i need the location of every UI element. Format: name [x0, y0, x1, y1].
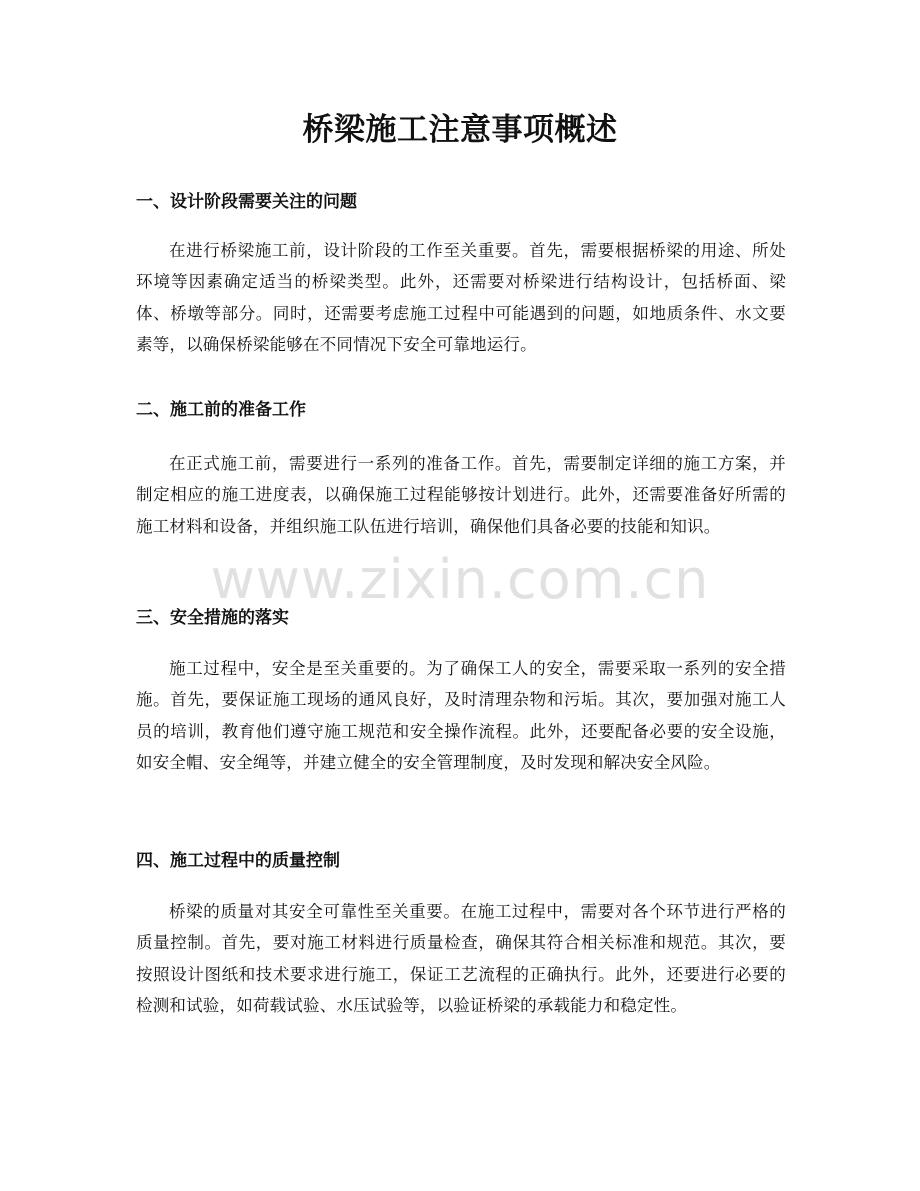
section-heading-quality: 四、施工过程中的质量控制: [136, 851, 340, 871]
page-title: 桥梁施工注意事项概述: [302, 112, 618, 148]
section-paragraph-quality: 桥梁的质量对其安全可靠性至关重要。在施工过程中，需要对各个环节进行严格的质量控制。首先，要对施工材料进行质量检查，确保其符合相关标准和规范。其次，要按照设计图纸和技术要求进行施工，保证工艺流程的正确执行。此外，还要进行必要的检测和试验，如荷载试验、水压试验等，以验证桥梁的承载能力和稳定性。: [136, 902, 786, 1015]
section-paragraph-safety: 施工过程中，安全是至关重要的。为了确保工人的安全，需要采取一系列的安全措施。首先，要保证施工现场的通风良好，及时清理杂物和污垢。其次，要加强对施工人员的培训，教育他们遵守施工规范和安全操作流程。此外，还要配备必要的安全设施，如安全帽、安全绳等，并建立健全的安全管理制度，及时发现和解决安全风险。: [136, 659, 786, 772]
section-heading-design: 一、设计阶段需要关注的问题: [136, 192, 357, 212]
section-heading-preparation: 二、施工前的准备工作: [136, 400, 306, 420]
section-paragraph-preparation: 在正式施工前，需要进行一系列的准备工作。首先，需要制定详细的施工方案，并制定相应的施工进度表，以确保施工过程能够按计划进行。此外，还需要准备好所需的施工材料和设备，并组织施工队伍进行培训，确保他们具备必要的技能和知识。: [136, 454, 786, 536]
section-heading-safety: 三、安全措施的落实: [136, 608, 289, 628]
section-paragraph-design: 在进行桥梁施工前，设计阶段的工作至关重要。首先，需要根据桥梁的用途、所处环境等因素确定适当的桥梁类型。此外，还需要对桥梁进行结构设计，包括桥面、梁体、桥墩等部分。同时，还需要考虑施工过程中可能遇到的问题，如地质条件、水文要素等，以确保桥梁能够在不同情况下安全可靠地运行。: [136, 241, 786, 354]
watermark: www.zixin.com.cn: [210, 548, 710, 611]
